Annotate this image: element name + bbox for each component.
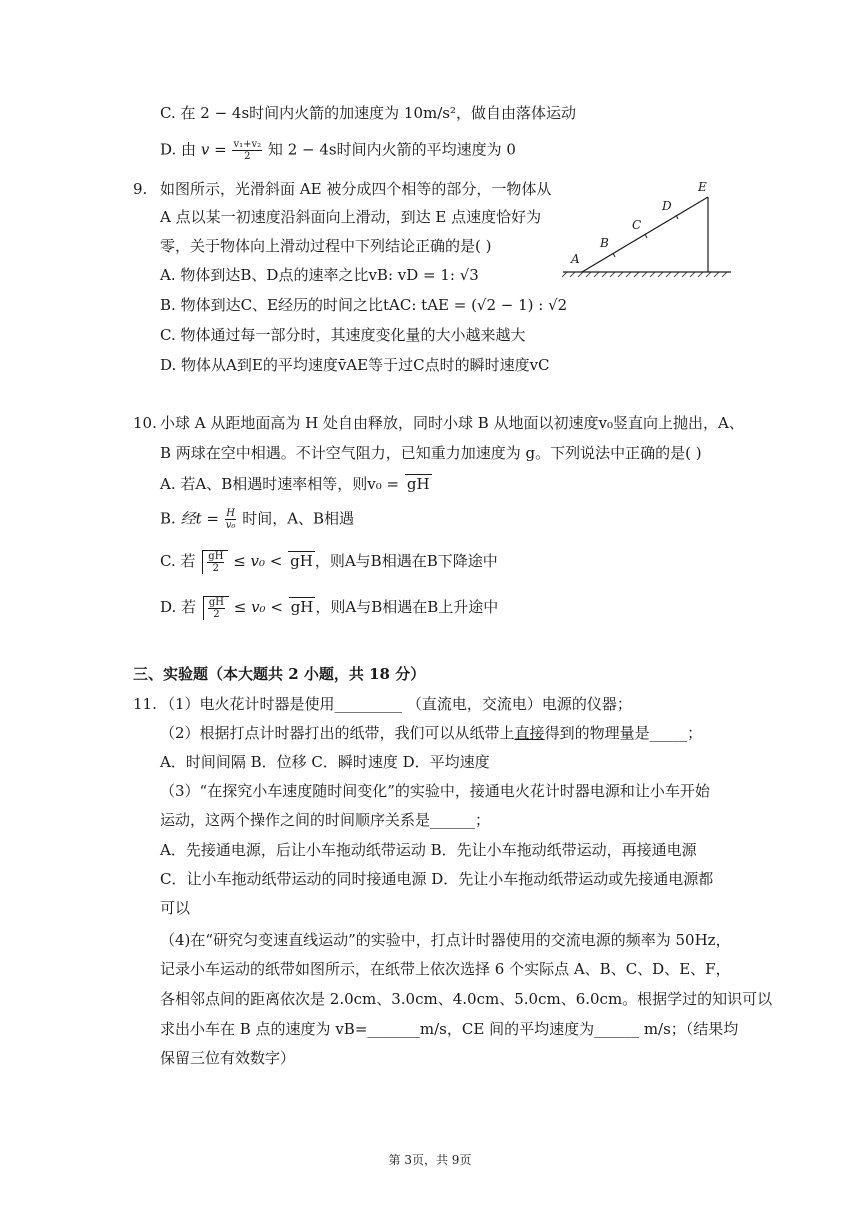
q11-part3-line2: 运动，这两个操作之间的时间顺序关系是______； — [160, 811, 491, 829]
q11-part3-line1: （3）“在探究小车速度随时间变化”的实验中，接通电火花计时器电源和让小车开始 — [160, 782, 710, 800]
q10-b-fraction: $\frac{H}{\text{v₀}}$ — [225, 508, 236, 531]
q10-option-b: B. 经t = $\frac{H}{\text{v₀}}$ 时间，A、B相遇 — [160, 508, 355, 531]
q11-part4-line1: （4)在“研究匀变速直线运动”的实验中，打点计时器使用的交流电源的频率为 50Hz， — [160, 931, 731, 949]
q8-fraction: $\frac{\text{v₁+v₂}}{2}$ — [233, 139, 262, 162]
q9-stem-line1: 如图所示，光滑斜面 AE 被分成四个相等的部分，一物体从 — [160, 180, 552, 198]
q8-option-d: D. 由 v = $\frac{\text{v₁+v₂}}{2}$ 知 2 − 4s时间内火箭的平均速度为 0 — [160, 139, 516, 162]
q9-option-d: D. 物体从A到E的平均速度v̄AE等于过C点时的瞬时速度vC — [160, 356, 550, 374]
label-point-a: A — [571, 252, 580, 266]
section-title: 三、实验题（本大题共 2 小题，共 18 分） — [133, 665, 426, 683]
q11-part4-line3: 各相邻点间的距离依次是 2.0cm、3.0cm、4.0cm、5.0cm、6.0cm。根据学过的知识可以 — [160, 990, 773, 1008]
label-point-d: D — [662, 199, 672, 213]
q11-part1: （1）电火花计时器是使用_________ （直流电，交流电）电源的仪器； — [160, 695, 632, 713]
q10-number: 10. — [133, 414, 157, 432]
label-point-e: E — [698, 180, 707, 194]
q10-option-c: C. 若 $\frac{gH}{2}$ ≤ v₀ < gH ，则A与B相遇在B下降途中 — [160, 551, 498, 574]
q10-stem-line2: B 两球在空中相遇。不计空气阻力，已知重力加速度为 g。下列说法中正确的是( ) — [160, 444, 702, 462]
q10-option-d: D. 若 $\frac{gH}{2}$ ≤ v₀ < gH ，则A与B相遇在B上升途中 — [160, 597, 499, 620]
q11-part3-line4: C．让小车拖动纸带运动的同时接通电源 D．先让小车拖动纸带运动或先接通电源都 — [160, 870, 714, 888]
q11-part2-options: A．时间间隔 B．位移 C．瞬时速度 D．平均速度 — [160, 753, 490, 771]
q9-option-b: B. 物体到达C、E经历的时间之比tAC: tAE = (√2 − 1) : √2 — [160, 296, 568, 314]
q11-part2: （2）根据打点计时器打出的纸带，我们可以从纸带上直接得到的物理量是_____； — [160, 724, 703, 742]
q11-number: 11. — [133, 695, 157, 713]
page-footer: 第 3页，共 9页 — [388, 1153, 472, 1167]
q9-option-a: A. 物体到达B、D点的速率之比vB: vD = 1: √3 — [160, 266, 479, 284]
q10-option-a: A. 若A、B相遇时速率相等，则v₀ = gH — [160, 475, 430, 493]
q8-option-c: C. 在 2 − 4s时间内火箭的加速度为 10m/s²，做自由落体运动 — [160, 104, 577, 122]
q11-part4-line2: 记录小车运动的纸带如图所示，在纸带上依次选择 6 个实际点 A、B、C、D、E、F， — [160, 960, 731, 978]
incline-figure — [555, 175, 735, 285]
q9-stem-line2: A 点以某一初速度沿斜面向上滑动，到达 E 点速度恰好为 — [160, 208, 542, 226]
sqrt-gh-over-2: $\frac{gH}{2}$ — [203, 596, 229, 620]
ground-hatching — [562, 272, 727, 277]
label-point-b: B — [600, 236, 609, 250]
label-point-c: C — [632, 218, 642, 232]
q11-part4-line4: 求出小车在 B 点的速度为 vB=_______m/s，CE 间的平均速度为______ m/s；（结果均 — [160, 1020, 739, 1038]
q9-stem-line3: 零，关于物体向上滑动过程中下列结论正确的是( ) — [160, 237, 492, 255]
q9-number: 9. — [133, 180, 148, 198]
q11-part3-line5: 可以 — [160, 899, 191, 917]
sqrt-gh: gH — [406, 475, 430, 493]
sqrt-gh-over-2: $\frac{gH}{2}$ — [202, 550, 228, 574]
q11-part4-line5: 保留三位有效数字） — [160, 1049, 296, 1067]
q11-part3-line3: A．先接通电源，后让小车拖动纸带运动 B．先让小车拖动纸带运动，再接通电源 — [160, 841, 697, 859]
q10-stem-line1: 小球 A 从距地面高为 H 处自由释放，同时小球 B 从地面以初速度v₀竖直向上抛出，A、 — [160, 414, 744, 432]
q9-option-c: C. 物体通过每一部分时，其速度变化量的大小越来越大 — [160, 326, 526, 344]
